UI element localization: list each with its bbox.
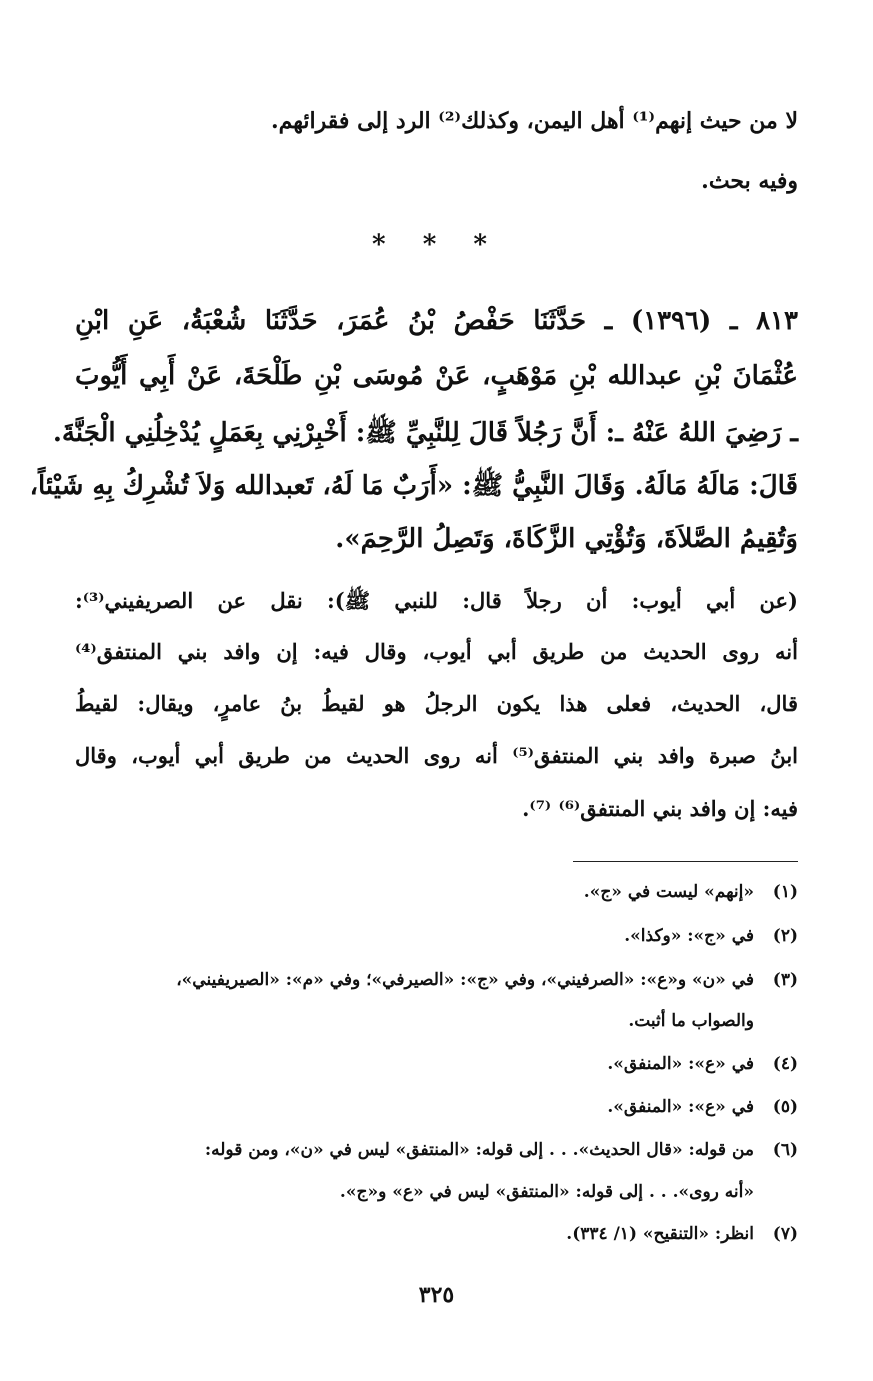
footnote-2 [75,926,798,946]
footnote-text: من قوله: «قال الحديث». . . إلى قوله: «المنتفق» ليس في «ن»، ومن قوله: [204,1140,754,1160]
footnote-text: في «ج»: «وكذا». [624,926,754,946]
footnote-number: (٣) [772,970,798,990]
footnote-number: (٥) [772,1097,798,1117]
intro-line-1: لا من حيث إنهم⁽¹⁾ أهل اليمن، وكذلك⁽²⁾ الرد إلى فقرائهم. [270,108,798,134]
hadith-line-3: ـ رَضِيَ اللهُ عَنْهُ ـ: أَنَّ رَجُلاً قَالَ لِلنَّبِيِّ ﷺ: أَخْبِرْنِي بِعَمَلٍ يُدْخِلُنِي الْجَنَّةَ. [52,418,798,448]
page-number: ٣٢٥ [418,1282,455,1308]
footnote-number: (٦) [772,1140,798,1160]
footnote-number: (١) [772,882,798,902]
section-separator: * * * [372,230,501,260]
hadith-line-2: عُثْمَانَ بْنِ عبدالله بْنِ مَوْهَبٍ، عَنْ مُوسَى بْنِ طَلْحَةَ، عَنْ أَبِي أَيُّوبَ [75,361,798,391]
footnote-5 [75,1097,798,1117]
intro-line-2: وفيه بحث. [701,168,798,194]
footnote-3-continuation: والصواب ما أثبت. [628,1011,754,1031]
footnote-4 [75,1054,798,1074]
commentary-line-2: أنه روى الحديث من طريق أبي أيوب، وقال فيه: إن وافد بني المنتفق⁽⁴⁾ [75,639,798,664]
footnote-6 [75,1140,798,1160]
hadith-line-4: قَالَ: مَالَهُ مَالَهُ. وَقَالَ النَّبِيُّ ﷺ: «أَرَبٌ مَا لَهُ، تَعبدالله وَلاَ تُشْرِكُ بِهِ شَيْئاً، [29,471,798,501]
footnote-text: في «ع»: «المنفق». [607,1097,754,1117]
footnote-number: (٧) [772,1224,798,1244]
hadith-line-1: ٨١٣ ـ (١٣٩٦) ـ حَدَّثَنَا حَفْصُ بْنُ عُمَرَ، حَدَّثَنَا شُعْبَةُ، عَنِ ابْنِ [75,306,798,336]
commentary-line-1: (عن أبي أيوب: أن رجلاً قال: للنبي ﷺ): نقل عن الصريفيني⁽³⁾: [75,588,798,613]
footnote-text: في «ع»: «المنفق». [607,1054,754,1074]
commentary-line-3: قال، الحديث، فعلى هذا يكون الرجلُ هو لقيطُ بنُ عامرٍ، ويقال: لقيطُ [75,691,798,716]
footnote-number: (٢) [772,926,798,946]
footnote-text: انظر: «التنقيح» (١/ ٣٣٤). [566,1224,754,1244]
footnote-number: (٤) [772,1054,798,1074]
commentary-line-5: فيه: إن وافد بني المنتفق⁽⁶⁾ ⁽⁷⁾. [522,796,798,821]
footnote-1 [75,882,798,902]
footnote-divider [573,861,798,862]
footnote-7 [75,1224,798,1244]
footnote-text: «إنهم» ليست في «ج». [583,882,754,902]
footnote-3 [75,970,798,990]
commentary-line-4: ابنُ صبرة وافد بني المنتفق⁽⁵⁾ أنه روى الحديث من طريق أبي أيوب، وقال [75,743,798,768]
hadith-line-5: وَتُقِيمُ الصَّلاَةَ، وَتُؤْتِي الزَّكَاةَ، وَتَصِلُ الرَّحِمَ». [335,524,798,554]
footnote-text: في «ن» و«ع»: «الصرفيني»، وفي «ج»: «الصيرفي»؛ وفي «م»: «الصيريفيني»، [176,970,754,990]
footnote-6-continuation: «أنه روى». . . إلى قوله: «المنتفق» ليس في «ع» و«ج». [339,1182,754,1202]
